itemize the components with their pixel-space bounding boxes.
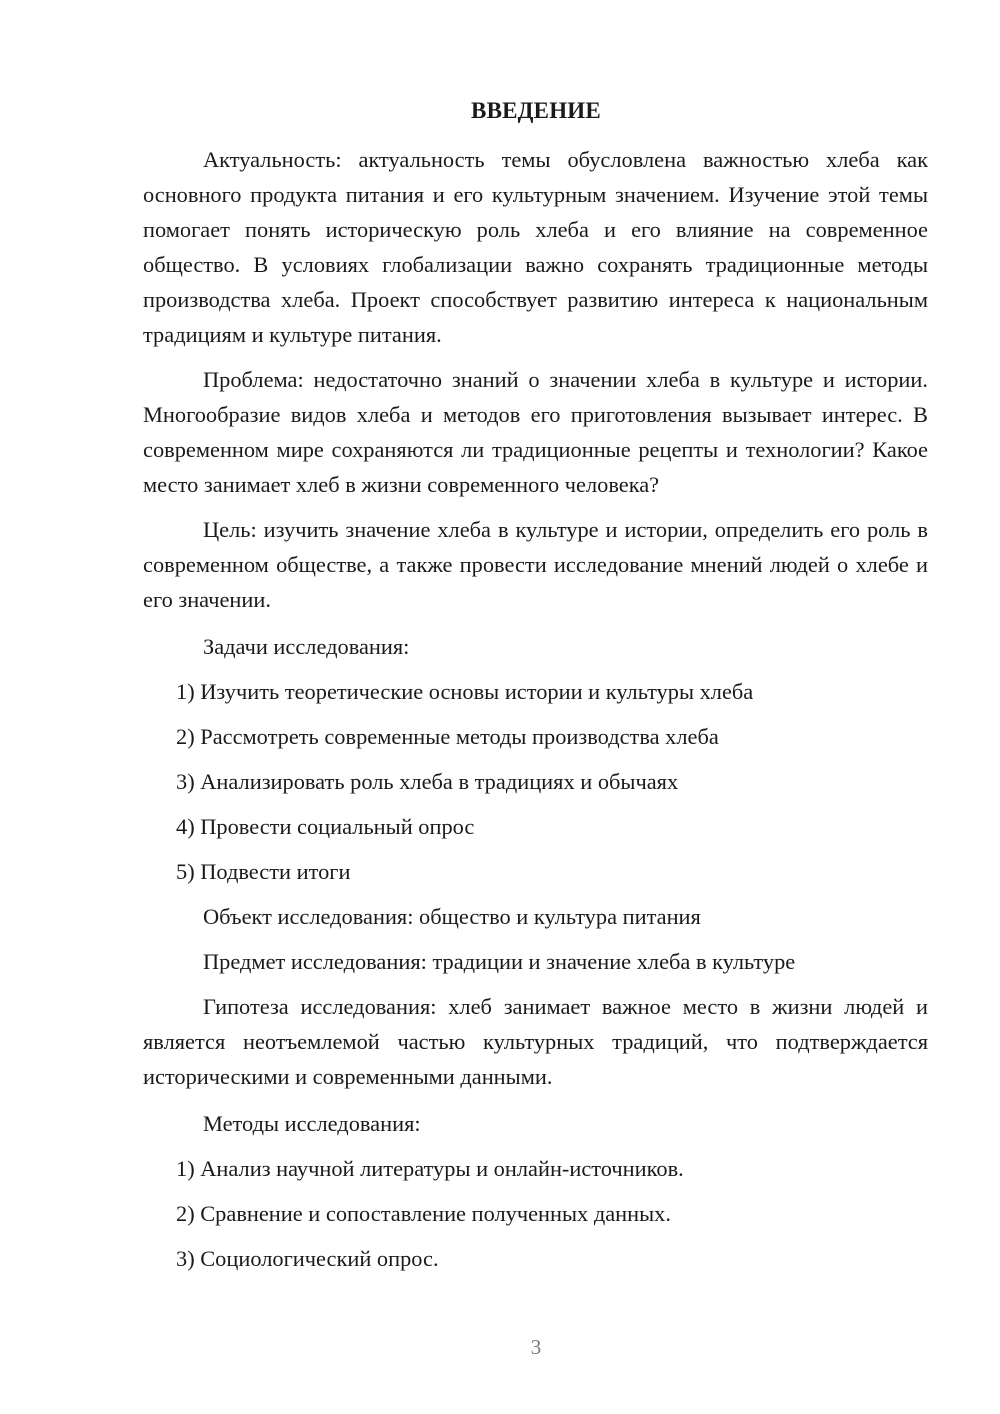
- research-object: Объект исследования: общество и культура питания: [203, 904, 701, 929]
- method-item: 2) Сравнение и сопоставление полученных данных.: [176, 1201, 671, 1226]
- methods-heading: Методы исследования:: [203, 1111, 421, 1136]
- relevance-paragraph: Актуальность: актуальность темы обусловлена важностью хлеба как основного продукта питания и его культурным значением. Изучение этой темы помогает понять историческую роль хлеба и его влияние на современное общество. В условиях глобализации важно сохранять традиционные методы производства хлеба. Проект способствует развитию интереса к национальным традициям и культуре питания.: [143, 147, 928, 347]
- page-number: 3: [530, 1335, 542, 1359]
- task-item: 3) Анализировать роль хлеба в традициях и обычаях: [176, 769, 679, 794]
- goal-paragraph: Цель: изучить значение хлеба в культуре и истории, определить его роль в современном обществе, а также провести исследование мнений людей о хлебе и его значении.: [143, 517, 928, 612]
- problem-paragraph: Проблема: недостаточно знаний о значении хлеба в культуре и истории. Многообразие видов хлеба и методов его приготовления вызывает интерес. В современном мире сохраняются ли традиционные рецепты и технологии? Какое место занимает хлеб в жизни современного человека?: [143, 367, 928, 497]
- method-item: 3) Социологический опрос.: [176, 1246, 439, 1271]
- task-item: 5) Подвести итоги: [176, 859, 351, 884]
- page-title: ВВЕДЕНИЕ: [471, 98, 601, 123]
- hypothesis-paragraph: Гипотеза исследования: хлеб занимает важное место в жизни людей и является неотъемлемой частью культурных традиций, что подтверждается историческими и современными данными.: [143, 994, 928, 1089]
- task-item: 1) Изучить теоретические основы истории и культуры хлеба: [176, 679, 754, 704]
- method-item: 1) Анализ научной литературы и онлайн-источников.: [176, 1156, 684, 1181]
- tasks-list: [143, 674, 928, 889]
- page-content: [143, 142, 928, 1276]
- task-item: 2) Рассмотреть современные методы производства хлеба: [176, 724, 719, 749]
- methods-list: [143, 1151, 928, 1276]
- task-item: 4) Провести социальный опрос: [176, 814, 475, 839]
- research-subject: Предмет исследования: традиции и значение хлеба в культуре: [203, 949, 796, 974]
- tasks-heading: Задачи исследования:: [203, 634, 410, 659]
